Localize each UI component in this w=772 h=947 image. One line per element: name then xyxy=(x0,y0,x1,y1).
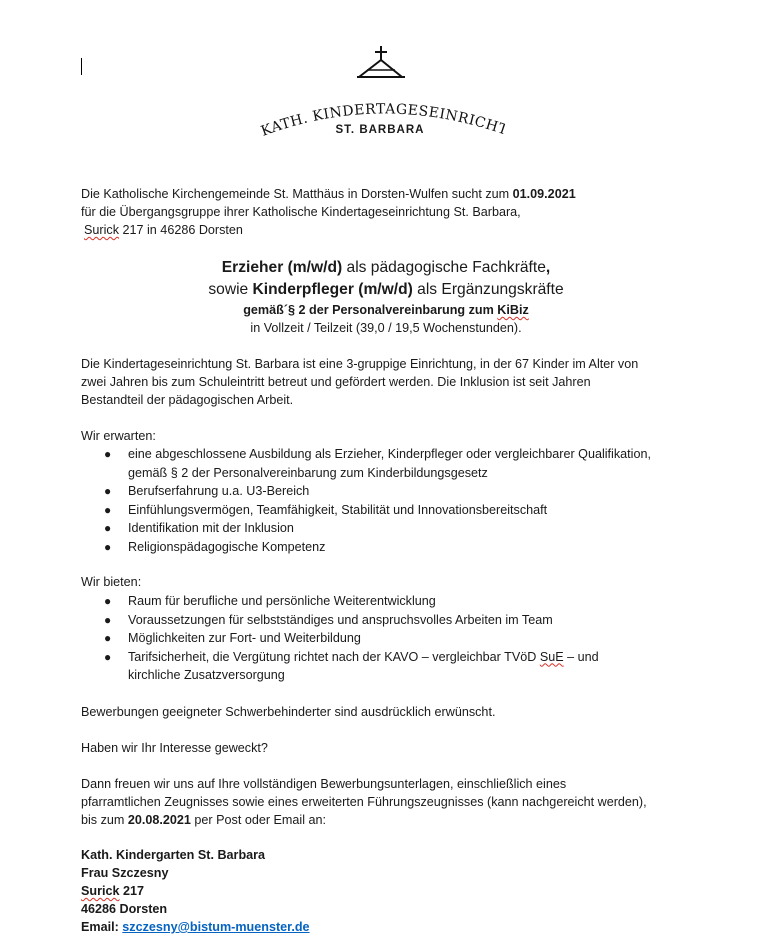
list-item: ● Religionspädagogische Kompetenz xyxy=(104,539,326,554)
offer-label-text: Wir bieten: xyxy=(81,575,142,589)
email-link[interactable]: szczesny@bistum-muenster.de xyxy=(122,920,310,934)
question-text: Haben wir Ihr Interesse geweckt? xyxy=(81,741,268,755)
contact-org: Kath. Kindergarten St. Barbara xyxy=(81,848,266,862)
intro-paragraph xyxy=(81,185,721,239)
contact-person: Frau Szczesny xyxy=(81,866,169,880)
closing-line: bis zum 20.08.2021 per Post oder Email an: xyxy=(81,813,327,827)
list-item: ● Voraussetzungen für selbstständiges und anspruchsvolles Arbeiten im Team xyxy=(104,612,553,627)
description-line: Bestandteil der pädagogischen Arbeit. xyxy=(81,393,294,407)
list-item: ● Berufserfahrung u.a. U3-Bereich xyxy=(104,484,310,498)
text-cursor xyxy=(81,58,82,75)
logo-line2: ST. BARBARA xyxy=(335,124,425,136)
note-text: Bewerbungen geeigneter Schwerbehinderter sind ausdrücklich erwünscht. xyxy=(81,705,496,719)
description-line: zwei Jahren bis zum Schuleintritt betreut und gefördert werden. Die Inklusion ist seit Jahren xyxy=(81,375,591,389)
heading-line-3: gemäß´§ 2 der Personalvereinbarung zum KiBiz xyxy=(243,303,529,317)
offer-label xyxy=(81,573,721,591)
job-heading xyxy=(0,257,772,337)
heading-line-4: in Vollzeit / Teilzeit (39,0 / 19,5 Wochenstunden). xyxy=(250,321,522,335)
closing-line: pfarramtlichen Zeugnisses sowie eines erweiterten Führungszeugnisses (kann nachgereicht werden), xyxy=(81,795,647,809)
closing-paragraph xyxy=(81,775,721,829)
kindergarten-logo xyxy=(255,44,505,140)
closing-line: Dann freuen wir uns auf Ihre vollständigen Bewerbungsunterlagen, einschließlich eines xyxy=(81,777,567,791)
expect-list xyxy=(81,445,701,556)
contact-block xyxy=(81,846,721,936)
intro-line-2: für die Übergangsgruppe ihrer Katholische Kindertageseinrichtung St. Barbara, xyxy=(81,205,521,219)
contact-city: 46286 Dorsten xyxy=(81,902,168,916)
list-item: ● Möglichkeiten zur Fort- und Weiterbildung xyxy=(104,631,361,645)
expect-label-text: Wir erwarten: xyxy=(81,429,156,443)
intro-line-3: Surick 217 in 46286 Dorsten xyxy=(84,223,243,237)
list-item: ● Tarifsicherheit, die Vergütung richtet nach der KAVO – vergleichbar TVöD SuE – und kirchliche Zusatzversorgung xyxy=(104,649,599,682)
contact-street: Surick 217 xyxy=(81,884,145,898)
description-line: Die Kindertageseinrichtung St. Barbara ist eine 3-gruppige Einrichtung, in der 67 Kinder im Alter von xyxy=(81,357,639,371)
list-item: ● Einfühlungsvermögen, Teamfähigkeit, Stabilität und Innovationsbereitschaft xyxy=(104,502,548,517)
contact-email-line: Email: szczesny@bistum-muenster.de xyxy=(81,920,310,934)
list-item: ● Raum für berufliche und persönliche Weiterentwicklung xyxy=(104,594,436,608)
intro-line-1: Die Katholische Kirchengemeinde St. Matthäus in Dorsten-Wulfen sucht zum 01.09.2021 xyxy=(81,187,576,201)
description-paragraph xyxy=(81,355,721,409)
expect-label xyxy=(81,427,721,445)
question-paragraph xyxy=(81,739,721,757)
list-item: ● eine abgeschlossene Ausbildung als Erzieher, Kinderpfleger oder vergleichbarer Qualifikation, gemäß § 2 der Personalvereinbarung zum Kinderbildungsgesetz xyxy=(104,447,651,480)
heading-line-2: sowie Kinderpfleger (m/w/d) als Ergänzungskräfte xyxy=(208,281,564,298)
offer-list xyxy=(81,592,701,685)
heading-line-1: Erzieher (m/w/d) als pädagogische Fachkräfte, xyxy=(221,259,551,276)
logo-line1: KATH. KINDERTAGESEINRICH xyxy=(258,101,501,140)
note-paragraph xyxy=(81,703,721,721)
list-item: ● Identifikation mit der Inklusion xyxy=(104,521,294,535)
